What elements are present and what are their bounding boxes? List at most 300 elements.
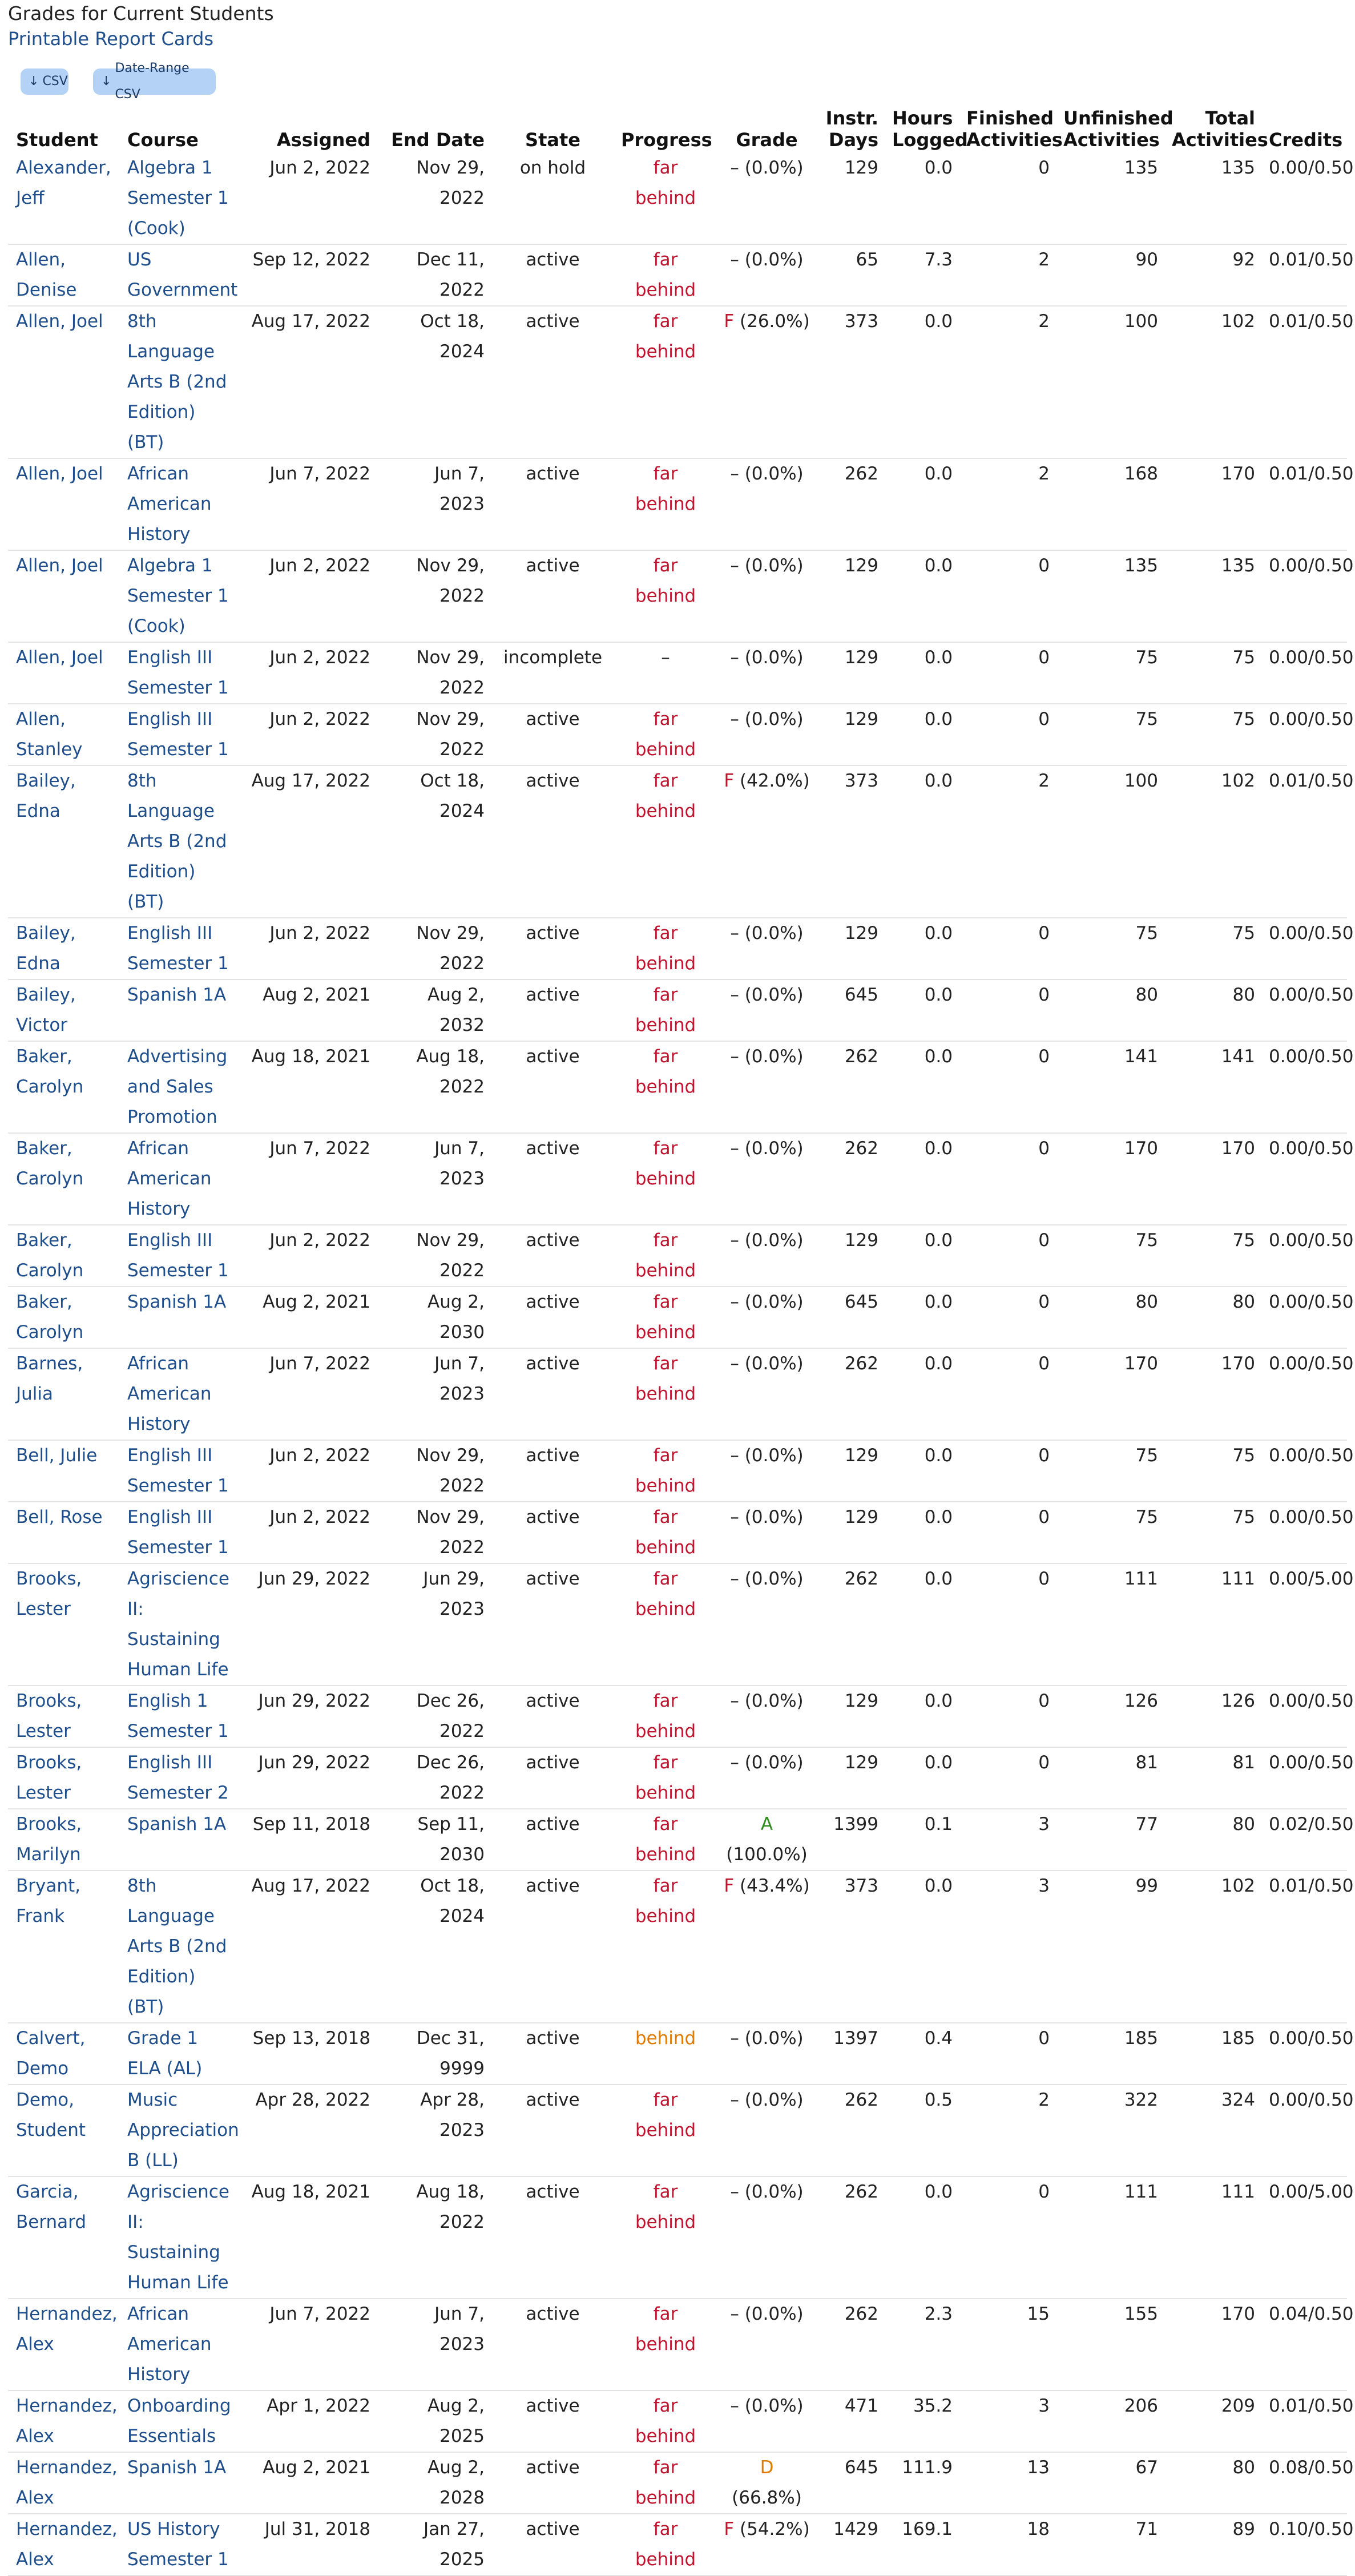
grade-letter: F	[724, 1876, 735, 1896]
course-name-link[interactable]: English III Semester 1	[127, 709, 229, 760]
course-name-link[interactable]: Spanish 1A	[127, 1814, 227, 1835]
table-row	[8, 2452, 1347, 2514]
progress-status: far behind	[635, 1445, 696, 1496]
grade-value	[716, 2085, 816, 2176]
finished-activities-value: 0	[1038, 1691, 1050, 1711]
grade-percent: (0.0%)	[744, 709, 804, 729]
total-activities-value: 92	[1232, 249, 1255, 270]
student-name-link[interactable]: Hernandez, Alex	[16, 2457, 118, 2508]
instr-days-value: 645	[844, 985, 878, 1005]
table-row	[8, 1809, 1347, 1870]
finished-activities-value: 0	[1038, 1138, 1050, 1159]
grade-percent: (0.0%)	[744, 1353, 804, 1374]
course-name-link[interactable]: Music Appreciation B (LL)	[127, 2090, 239, 2171]
grade-letter: –	[730, 1445, 739, 1466]
table-row	[8, 1348, 1347, 1440]
instr-days-value: 129	[844, 1445, 878, 1466]
col-header-credits[interactable]: Credits	[1269, 129, 1343, 151]
instr-days-value: 65	[856, 249, 878, 270]
state-value: active	[526, 2304, 580, 2324]
total-activities-value: 81	[1232, 1752, 1255, 1773]
unfinished-activities-value: 141	[1124, 1046, 1158, 1067]
student-name-link[interactable]: Brooks, Lester	[16, 1691, 82, 1741]
grade-letter: –	[730, 1046, 739, 1067]
grade-percent: (0.0%)	[744, 2182, 804, 2202]
hours-logged-value: 0.0	[924, 1691, 953, 1711]
assigned-date: Jul 31, 2018	[264, 2519, 370, 2539]
state-value: active	[526, 1353, 580, 1374]
total-activities-value: 170	[1221, 1353, 1255, 1374]
grade-percent: (0.0%)	[744, 158, 804, 178]
student-name-link[interactable]: Baker, Carolyn	[16, 1138, 84, 1189]
course-name-link[interactable]: Grade 1 ELA (AL)	[127, 2028, 203, 2079]
hours-logged-value: 0.0	[924, 1876, 953, 1896]
progress-status: far behind	[635, 158, 696, 208]
instr-days-value: 129	[844, 1507, 878, 1527]
finished-activities-value: 0	[1038, 985, 1050, 1005]
finished-activities-value: 0	[1038, 709, 1050, 729]
col-header-progress[interactable]: Progress	[621, 129, 712, 151]
hours-logged-value: 0.0	[924, 1046, 953, 1067]
grade-letter: –	[730, 1507, 739, 1527]
table-row	[8, 306, 1347, 458]
end-date: Aug 2, 2025	[428, 2396, 485, 2446]
grade-value	[716, 2023, 816, 2085]
grade-percent: (0.0%)	[744, 1507, 804, 1527]
col-header-assigned[interactable]: Assigned	[276, 129, 370, 151]
credits-value: 0.00/0.50	[1269, 647, 1354, 668]
col-header-total-activities[interactable]: Total Activities	[1172, 107, 1268, 151]
hours-logged-value: 0.0	[924, 1752, 953, 1773]
progress-status: –	[661, 647, 670, 668]
download-arrow-icon: ↓	[29, 74, 39, 88]
credits-value: 0.00/5.00	[1269, 1569, 1354, 1589]
grade-letter: –	[730, 1138, 739, 1159]
grade-letter: –	[730, 555, 739, 576]
course-name-link[interactable]: 8th Language Arts B (2nd Edition) (BT)	[127, 311, 227, 453]
total-activities-value: 135	[1221, 158, 1255, 178]
hours-logged-value: 0.0	[924, 1230, 953, 1251]
course-name-link[interactable]: African American History	[127, 1138, 212, 1219]
col-header-student[interactable]: Student	[16, 129, 98, 151]
grade-percent: (66.8%)	[732, 2488, 802, 2508]
state-value: active	[526, 1046, 580, 1067]
end-date: Nov 29, 2022	[416, 647, 485, 698]
credits-value: 0.01/0.50	[1269, 249, 1354, 270]
assigned-date: Jun 2, 2022	[269, 647, 370, 668]
grade-letter: –	[730, 249, 739, 270]
assigned-date: Apr 28, 2022	[255, 2090, 370, 2110]
end-date: Jun 7, 2023	[434, 1138, 485, 1189]
instr-days-value: 262	[844, 1046, 878, 1067]
unfinished-activities-value: 81	[1135, 1752, 1158, 1773]
hours-logged-value: 0.0	[924, 1353, 953, 1374]
course-name-link[interactable]: 8th Language Arts B (2nd Edition) (BT)	[127, 1876, 227, 2017]
hours-logged-value: 0.0	[924, 1292, 953, 1312]
col-header-instr-days[interactable]: Instr. Days	[825, 107, 878, 151]
course-name-link[interactable]: English III Semester 1	[127, 923, 229, 974]
table-row	[8, 2176, 1347, 2299]
state-value: active	[526, 771, 580, 791]
assigned-date: Jun 29, 2022	[258, 1569, 370, 1589]
progress-status: far behind	[635, 1353, 696, 1404]
total-activities-value: 75	[1232, 1445, 1255, 1466]
instr-days-value: 1399	[833, 1814, 878, 1835]
table-row	[8, 244, 1347, 306]
credits-value: 0.00/0.50	[1269, 1046, 1354, 1067]
assigned-date: Sep 13, 2018	[252, 2028, 370, 2049]
finished-activities-value: 3	[1038, 2396, 1050, 2416]
student-name-link[interactable]: Brooks, Marilyn	[16, 1814, 82, 1865]
student-name-link[interactable]: Demo, Student	[16, 2090, 86, 2140]
state-value: active	[526, 1569, 580, 1589]
student-name-link[interactable]: Hernandez, Alex	[16, 2304, 118, 2355]
grade-percent: (100.0%)	[726, 1844, 808, 1865]
credits-value: 0.00/0.50	[1269, 1138, 1354, 1159]
student-name-link[interactable]: Allen, Joel	[16, 463, 103, 484]
finished-activities-value: 2	[1038, 771, 1050, 791]
grade-value	[716, 918, 816, 979]
progress-status: far behind	[635, 249, 696, 300]
course-name-link[interactable]: English III Semester 1	[127, 1445, 229, 1496]
end-date: Jun 7, 2023	[434, 2304, 485, 2355]
progress-status: far behind	[635, 1507, 696, 1558]
student-name-link[interactable]: Hernandez, Alex	[16, 2396, 118, 2446]
student-name-link[interactable]: Garcia, Bernard	[16, 2182, 87, 2232]
total-activities-value: 80	[1232, 1292, 1255, 1312]
finished-activities-value: 0	[1038, 647, 1050, 668]
instr-days-value: 129	[844, 923, 878, 944]
credits-value: 0.00/0.50	[1269, 709, 1354, 729]
instr-days-value: 373	[844, 1876, 878, 1896]
finished-activities-value: 2	[1038, 249, 1050, 270]
course-name-link[interactable]: Spanish 1A	[127, 1292, 227, 1312]
credits-value: 0.02/0.50	[1269, 1814, 1354, 1835]
student-name-link[interactable]: Bailey, Edna	[16, 771, 76, 821]
total-activities-value: 170	[1221, 2304, 1255, 2324]
progress-status: far behind	[635, 2396, 696, 2446]
course-name-link[interactable]: Spanish 1A	[127, 2457, 227, 2478]
course-name-link[interactable]: African American History	[127, 463, 212, 545]
assigned-date: Jun 2, 2022	[269, 158, 370, 178]
table-row	[8, 1563, 1347, 1686]
student-name-link[interactable]: Bell, Julie	[16, 1445, 98, 1466]
hours-logged-value: 35.2	[913, 2396, 953, 2416]
state-value: active	[526, 1138, 580, 1159]
end-date: Oct 18, 2024	[420, 311, 485, 362]
total-activities-value: 111	[1221, 1569, 1255, 1589]
progress-status: far behind	[635, 923, 696, 974]
student-name-link[interactable]: Bryant, Frank	[16, 1876, 81, 1926]
finished-activities-value: 2	[1038, 2090, 1050, 2110]
table-row	[8, 1686, 1347, 1747]
hours-logged-value: 0.0	[924, 1445, 953, 1466]
total-activities-value: 102	[1221, 311, 1255, 332]
grade-percent: (0.0%)	[744, 1230, 804, 1251]
state-value: active	[526, 1691, 580, 1711]
grade-letter: –	[730, 1691, 739, 1711]
student-name-link[interactable]: Allen, Joel	[16, 311, 103, 332]
end-date: Apr 28, 2023	[420, 2090, 485, 2140]
finished-activities-value: 0	[1038, 923, 1050, 944]
grade-value	[716, 1563, 816, 1686]
credits-value: 0.00/0.50	[1269, 1507, 1354, 1527]
state-value: active	[526, 1814, 580, 1835]
course-name-link[interactable]: English III Semester 1	[127, 647, 229, 698]
grade-letter: –	[730, 985, 739, 1005]
col-header-state[interactable]: State	[525, 129, 580, 151]
grade-value	[716, 1686, 816, 1747]
grade-value	[716, 1809, 816, 1870]
assigned-date: Jun 7, 2022	[269, 463, 370, 484]
student-name-link[interactable]: Barnes, Julia	[16, 1353, 83, 1404]
course-name-link[interactable]: Algebra 1 Semester 1 (Cook)	[127, 555, 229, 636]
hours-logged-value: 7.3	[924, 249, 953, 270]
grade-value	[716, 244, 816, 306]
student-name-link[interactable]: Alexander, Jeff	[16, 158, 111, 208]
table-row	[8, 1440, 1347, 1502]
date-range-csv-label: Date-Range CSV	[115, 61, 189, 102]
student-name-link[interactable]: Allen, Joel	[16, 647, 103, 668]
hours-logged-value: 0.5	[924, 2090, 953, 2110]
instr-days-value: 645	[844, 1292, 878, 1312]
finished-activities-value: 0	[1038, 2182, 1050, 2202]
table-row	[8, 1870, 1347, 2023]
state-value: active	[526, 2519, 580, 2539]
grade-percent: (0.0%)	[744, 1691, 804, 1711]
credits-value: 0.00/0.50	[1269, 555, 1354, 576]
table-row	[8, 1133, 1347, 1225]
progress-status: far behind	[635, 2182, 696, 2232]
assigned-date: Aug 2, 2021	[263, 2457, 370, 2478]
printable-report-cards-link[interactable]: Printable Report Cards	[8, 28, 214, 50]
progress-status: far behind	[635, 985, 696, 1035]
col-header-grade[interactable]: Grade	[736, 129, 798, 151]
end-date: Nov 29, 2022	[416, 923, 485, 974]
finished-activities-value: 0	[1038, 1046, 1050, 1067]
student-name-link[interactable]: Brooks, Lester	[16, 1752, 82, 1803]
grade-letter: –	[730, 2090, 739, 2110]
grade-value	[716, 2514, 816, 2575]
student-name-link[interactable]: Baker, Carolyn	[16, 1046, 84, 1097]
grade-letter: A	[760, 1814, 773, 1835]
course-name-link[interactable]: African American History	[127, 1353, 212, 1434]
date-range-csv-button[interactable]	[93, 61, 216, 102]
course-name-link[interactable]: English III Semester 1	[127, 1507, 229, 1558]
course-name-link[interactable]: Agriscience II: Sustaining Human Life	[127, 2182, 229, 2293]
finished-activities-value: 2	[1038, 311, 1050, 332]
student-name-link[interactable]: Bell, Rose	[16, 1507, 103, 1527]
hours-logged-value: 0.1	[924, 1814, 953, 1835]
grade-percent: (0.0%)	[744, 463, 804, 484]
state-value: active	[526, 555, 580, 576]
course-name-link[interactable]: English III Semester 1	[127, 1230, 229, 1281]
finished-activities-value: 0	[1038, 158, 1050, 178]
grade-percent: (0.0%)	[744, 555, 804, 576]
progress-status: far behind	[635, 1569, 696, 1619]
total-activities-value: 102	[1221, 771, 1255, 791]
grade-value	[716, 153, 816, 244]
total-activities-value: 111	[1221, 2182, 1255, 2202]
end-date: Aug 18, 2022	[416, 2182, 485, 2232]
instr-days-value: 645	[844, 2457, 878, 2478]
progress-status: far behind	[635, 555, 696, 606]
grade-letter: –	[730, 1752, 739, 1773]
col-header-hours-logged[interactable]: Hours Logged	[892, 107, 968, 151]
grade-value	[716, 704, 816, 765]
instr-days-value: 129	[844, 1752, 878, 1773]
hours-logged-value: 0.0	[924, 311, 953, 332]
end-date: Jun 29, 2023	[423, 1569, 485, 1619]
assigned-date: Jun 2, 2022	[269, 1445, 370, 1466]
student-name-link[interactable]: Calvert, Demo	[16, 2028, 86, 2079]
end-date: Nov 29, 2022	[416, 1230, 485, 1281]
table-row	[8, 765, 1347, 918]
credits-value: 0.01/0.50	[1269, 2396, 1354, 2416]
student-name-link[interactable]: Allen, Denise	[16, 249, 77, 300]
course-name-link[interactable]: Onboarding Essentials	[127, 2396, 231, 2446]
student-name-link[interactable]: Bailey, Edna	[16, 923, 76, 974]
finished-activities-value: 0	[1038, 1569, 1050, 1589]
course-name-link[interactable]: US Government	[127, 249, 238, 300]
student-name-link[interactable]: Bailey, Victor	[16, 985, 76, 1035]
course-name-link[interactable]: 8th Language Arts B (2nd Edition) (BT)	[127, 771, 227, 912]
table-row	[8, 704, 1347, 765]
course-name-link[interactable]: Agriscience II: Sustaining Human Life	[127, 1569, 229, 1680]
unfinished-activities-value: 322	[1124, 2090, 1158, 2110]
grade-percent: (0.0%)	[744, 1445, 804, 1466]
hours-logged-value: 0.0	[924, 771, 953, 791]
hours-logged-value: 0.0	[924, 985, 953, 1005]
csv-download-button[interactable]	[21, 68, 68, 95]
total-activities-value: 209	[1221, 2396, 1255, 2416]
total-activities-value: 170	[1221, 463, 1255, 484]
instr-days-value: 262	[844, 2182, 878, 2202]
state-value: on hold	[519, 158, 586, 178]
hours-logged-value: 0.0	[924, 463, 953, 484]
progress-status: behind	[635, 2028, 696, 2049]
course-name-link[interactable]: African American History	[127, 2304, 212, 2385]
assigned-date: Sep 11, 2018	[252, 1814, 370, 1835]
grade-letter: –	[730, 923, 739, 944]
download-arrow-icon: ↓	[101, 74, 112, 88]
grade-value	[716, 458, 816, 550]
student-name-link[interactable]: Brooks, Lester	[16, 1569, 82, 1619]
assigned-date: Jun 2, 2022	[269, 709, 370, 729]
table-header-row	[8, 107, 1347, 153]
end-date: Nov 29, 2022	[416, 1507, 485, 1558]
end-date: Jun 7, 2023	[434, 463, 485, 514]
table-row	[8, 2514, 1347, 2575]
unfinished-activities-value: 100	[1124, 311, 1158, 332]
hours-logged-value: 0.0	[924, 647, 953, 668]
unfinished-activities-value: 111	[1124, 2182, 1158, 2202]
end-date: Oct 18, 2024	[420, 771, 485, 821]
credits-value: 0.10/0.50	[1269, 2519, 1354, 2539]
assigned-date: Jun 2, 2022	[269, 923, 370, 944]
assigned-date: Aug 18, 2021	[251, 1046, 370, 1067]
course-name-link[interactable]: English 1 Semester 1	[127, 1691, 229, 1741]
state-value: active	[526, 1507, 580, 1527]
course-name-link[interactable]: Advertising and Sales Promotion	[127, 1046, 228, 1127]
grade-letter: –	[730, 709, 739, 729]
student-name-link[interactable]: Allen, Joel	[16, 555, 103, 576]
grade-letter: –	[730, 158, 739, 178]
student-name-link[interactable]: Allen, Stanley	[16, 709, 83, 760]
instr-days-value: 262	[844, 2304, 878, 2324]
course-name-link[interactable]: Spanish 1A	[127, 985, 227, 1005]
col-header-unfinished-activities[interactable]: Unfinished Activities	[1063, 107, 1173, 151]
progress-status: far behind	[635, 1046, 696, 1097]
assigned-date: Jun 7, 2022	[269, 1353, 370, 1374]
finished-activities-value: 13	[1027, 2457, 1050, 2478]
end-date: Dec 11, 2022	[416, 249, 485, 300]
hours-logged-value: 111.9	[902, 2457, 953, 2478]
course-name-link[interactable]: Algebra 1 Semester 1 (Cook)	[127, 158, 229, 239]
instr-days-value: 129	[844, 709, 878, 729]
grade-value	[716, 1287, 816, 1348]
progress-status: far behind	[635, 1876, 696, 1926]
end-date: Dec 26, 2022	[416, 1752, 485, 1803]
total-activities-value: 185	[1221, 2028, 1255, 2049]
hours-logged-value: 0.0	[924, 1569, 953, 1589]
student-name-link[interactable]: Baker, Carolyn	[16, 1292, 84, 1343]
course-name-link[interactable]: US History Semester 1	[127, 2519, 229, 2570]
total-activities-value: 75	[1232, 709, 1255, 729]
grade-percent: (0.0%)	[744, 923, 804, 944]
col-header-end-date[interactable]: End Date	[391, 129, 485, 151]
unfinished-activities-value: 71	[1135, 2519, 1158, 2539]
unfinished-activities-value: 75	[1135, 647, 1158, 668]
grade-letter: –	[730, 463, 739, 484]
grade-percent: (26.0%)	[740, 311, 810, 332]
finished-activities-value: 15	[1027, 2304, 1050, 2324]
col-header-course[interactable]: Course	[127, 129, 199, 151]
csv-button-label: CSV	[42, 74, 68, 88]
finished-activities-value: 18	[1027, 2519, 1050, 2539]
credits-value: 0.00/0.50	[1269, 1292, 1354, 1312]
assigned-date: Jun 7, 2022	[269, 2304, 370, 2324]
progress-status: far behind	[635, 1814, 696, 1865]
unfinished-activities-value: 75	[1135, 709, 1158, 729]
progress-status: far behind	[635, 1292, 696, 1343]
unfinished-activities-value: 75	[1135, 923, 1158, 944]
end-date: Dec 26, 2022	[416, 1691, 485, 1741]
state-value: active	[526, 1876, 580, 1896]
course-name-link[interactable]: English III Semester 2	[127, 1752, 229, 1803]
table-row	[8, 2023, 1347, 2085]
hours-logged-value: 0.4	[924, 2028, 953, 2049]
col-header-finished-activities[interactable]: Finished Activities	[966, 107, 1063, 151]
assigned-date: Jun 2, 2022	[269, 555, 370, 576]
instr-days-value: 129	[844, 158, 878, 178]
instr-days-value: 262	[844, 463, 878, 484]
grade-letter: –	[730, 2396, 739, 2416]
state-value: active	[526, 1230, 580, 1251]
progress-status: far behind	[635, 1138, 696, 1189]
unfinished-activities-value: 111	[1124, 1569, 1158, 1589]
grade-percent: (0.0%)	[744, 1569, 804, 1589]
student-name-link[interactable]: Baker, Carolyn	[16, 1230, 84, 1281]
unfinished-activities-value: 206	[1124, 2396, 1158, 2416]
table-row	[8, 153, 1347, 244]
finished-activities-value: 0	[1038, 2028, 1050, 2049]
instr-days-value: 471	[844, 2396, 878, 2416]
grade-percent: (43.4%)	[740, 1876, 810, 1896]
hours-logged-value: 0.0	[924, 2182, 953, 2202]
student-name-link[interactable]: Hernandez, Alex	[16, 2519, 118, 2570]
assigned-date: Aug 2, 2021	[263, 985, 370, 1005]
